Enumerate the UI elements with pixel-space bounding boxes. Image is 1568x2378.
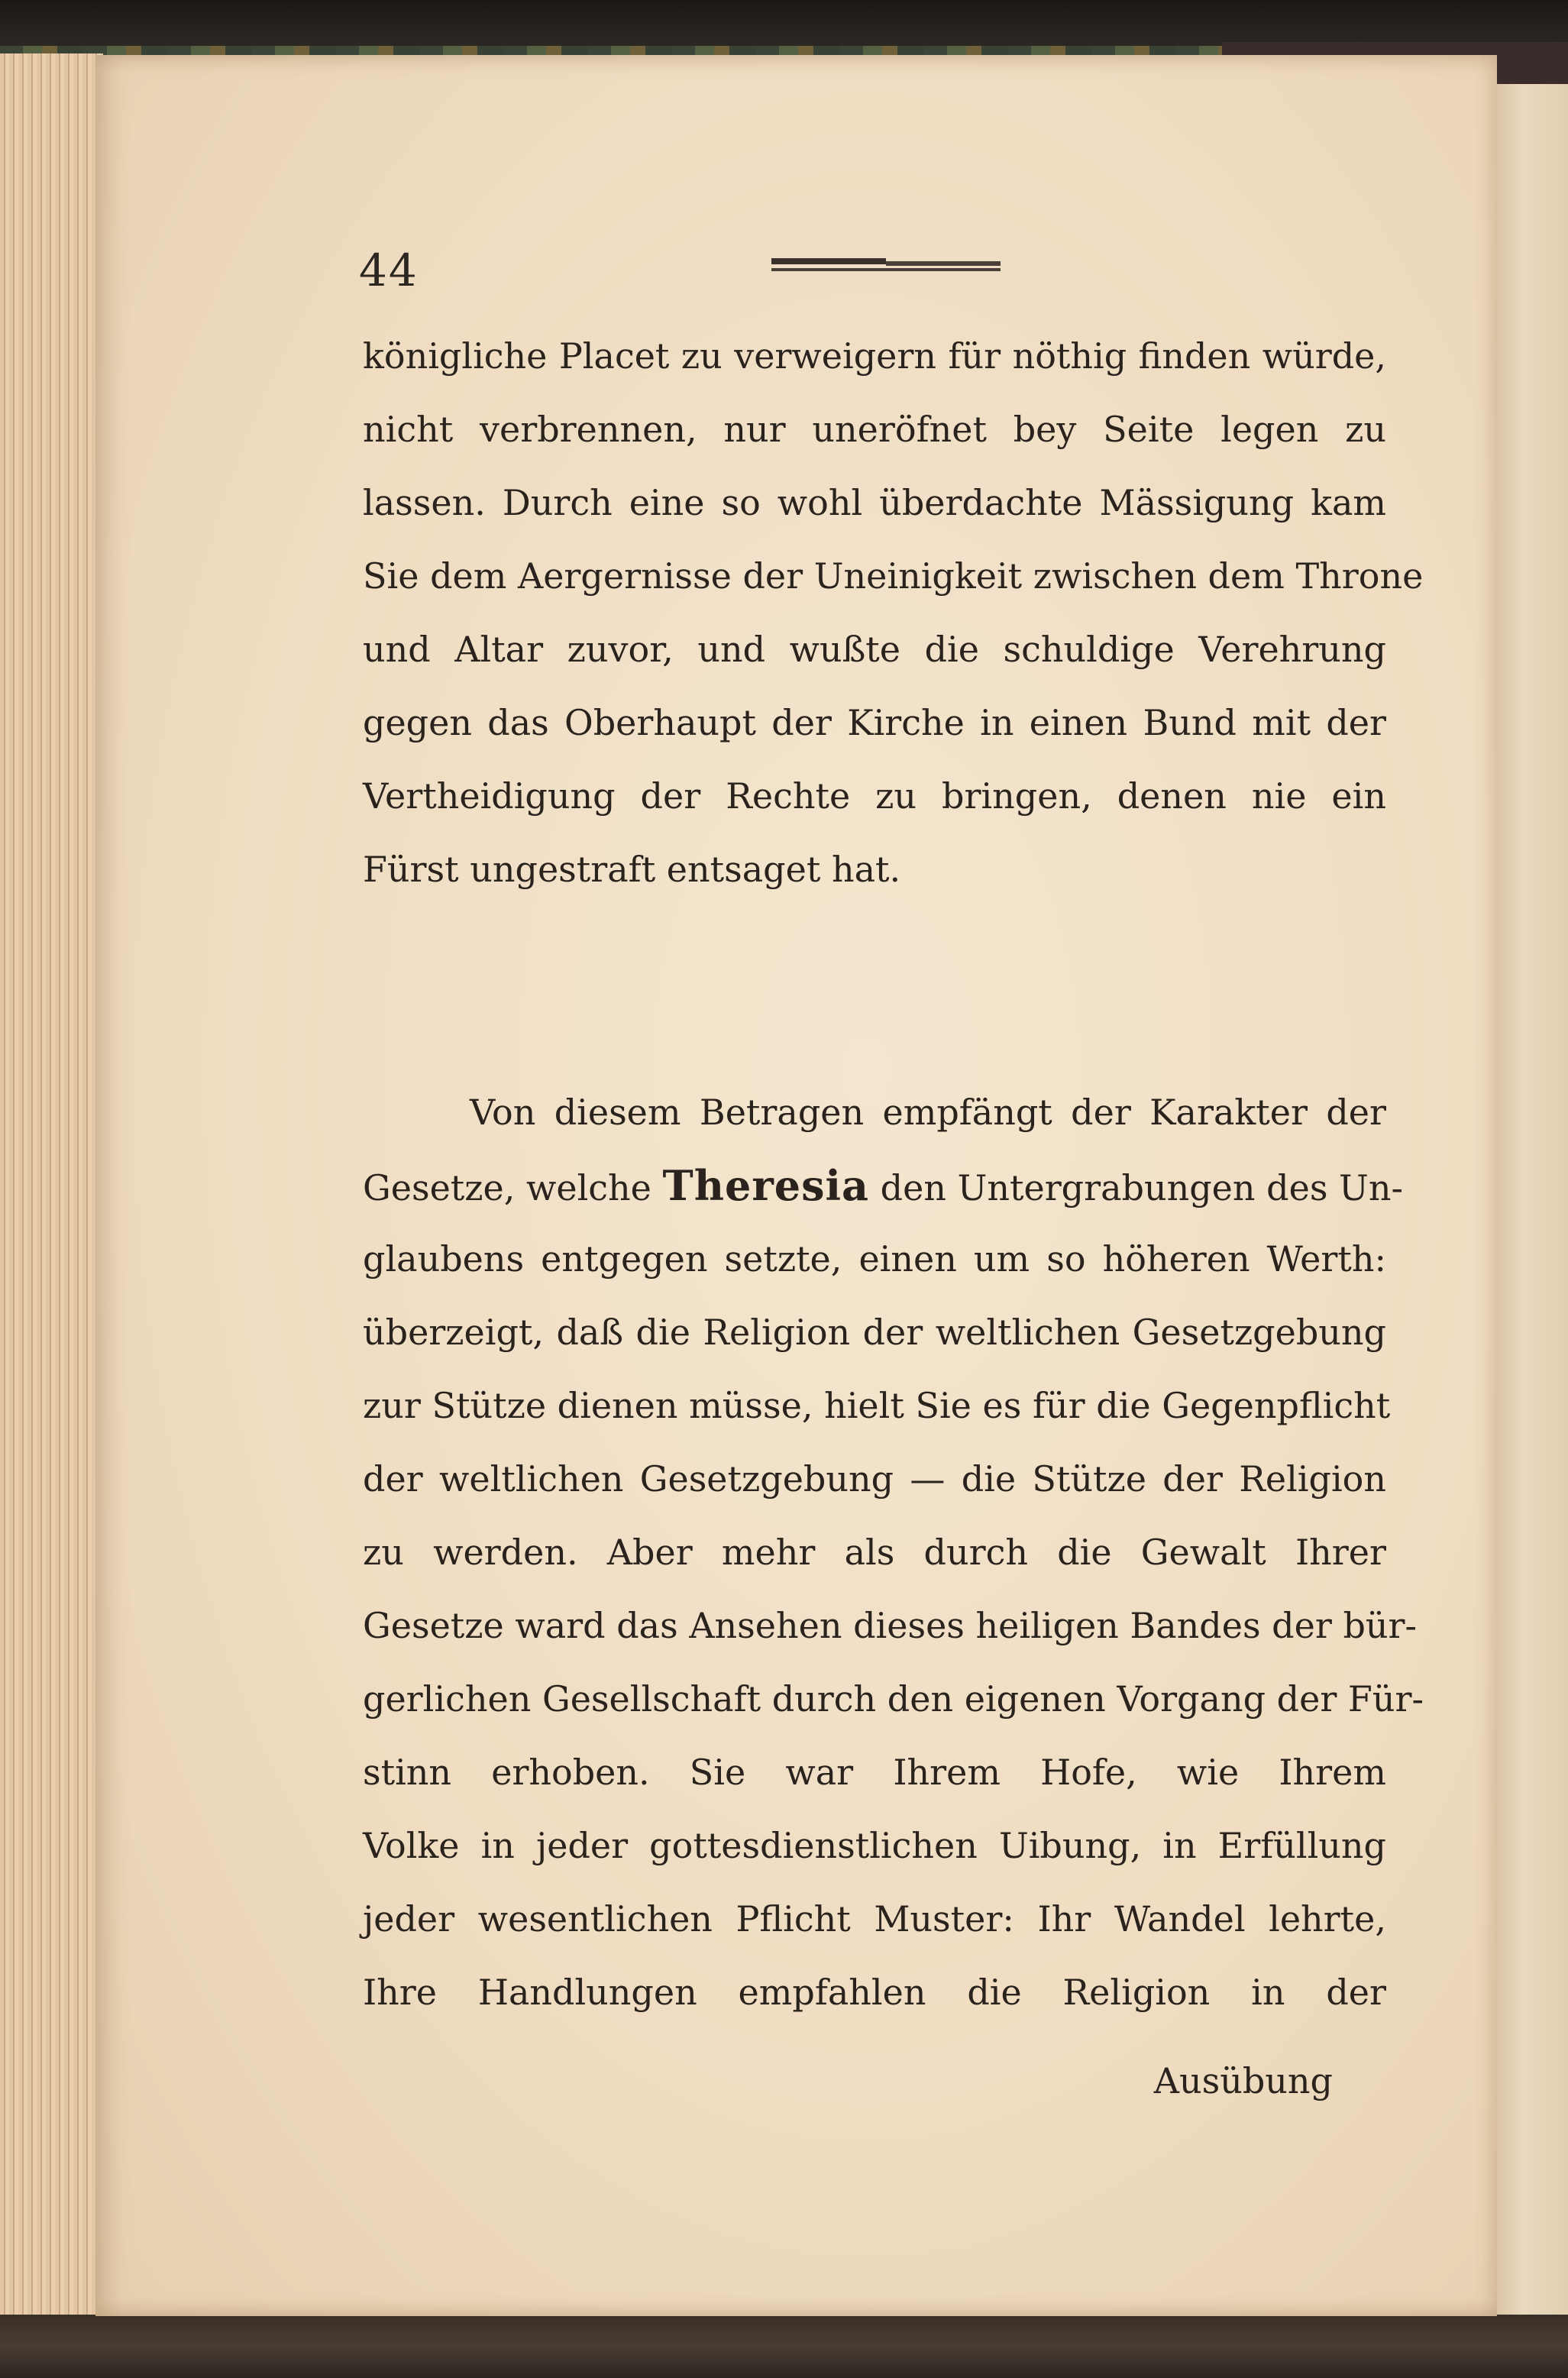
text-line: gegen das Oberhaupt der Kirche in einen Bund mit der — [363, 702, 1386, 743]
text-line: jeder wesentlichen Pflicht Muster: Ihr Wandel lehrte, — [363, 1898, 1386, 1940]
text-line: lassen. Durch eine so wohl überdachte Mässigung kam — [363, 482, 1386, 523]
text-line: zu werden. Aber mehr als durch die Gewalt Ihrer — [363, 1532, 1386, 1573]
text-line: nicht verbrennen, nur uneröfnet bey Seite legen zu — [363, 409, 1386, 450]
text-line: Gesetze ward das Ansehen dieses heiligen Bandes der bür- — [363, 1605, 1418, 1646]
text-line: Ihre Handlungen empfahlen die Religion in der — [363, 1972, 1386, 2013]
text-line: Volke in jeder gottesdienstlichen Uibung, in Erfüllung — [363, 1825, 1386, 1866]
text-line: Fürst ungestraft entsaget hat. — [363, 849, 901, 890]
paragraph-2 — [363, 1076, 1424, 2029]
text-line: und Altar zuvor, und wußte die schuldige Verehrung — [363, 629, 1386, 670]
name-theresia: Theresia — [662, 1161, 870, 1210]
header-ornament — [771, 258, 1001, 275]
text-line: zur Stütze dienen müsse, hielt Sie es für die Gegenpflicht — [363, 1385, 1391, 1426]
text-line: gerlichen Gesellschaft durch den eigenen Vorgang der Für- — [363, 1678, 1424, 1720]
text-line: Von diesem Betragen empfängt der Karakter der — [470, 1092, 1386, 1133]
book-binding-bottom — [0, 2315, 1568, 2378]
text-line: überzeigt, daß die Religion der weltlichen Gesetzgebung — [363, 1312, 1386, 1353]
text-line: der weltlichen Gesetzgebung — die Stütze der Religion — [363, 1458, 1386, 1500]
catchword: Ausübung — [1153, 2060, 1333, 2101]
text-line: Sie dem Aergernisse der Uneinigkeit zwischen dem Throne — [363, 555, 1424, 597]
page-number: 44 — [359, 244, 419, 296]
page-stack-edge — [0, 53, 103, 2326]
text-line: Vertheidigung der Rechte zu bringen, denen nie ein — [363, 775, 1386, 817]
text-line: stinn erhoben. Sie war Ihrem Hofe, wie Ihrem — [363, 1752, 1386, 1793]
text-line: glaubens entgegen setzte, einen um so höheren Werth: — [363, 1238, 1386, 1280]
text-line: königliche Placet zu verweigern für nöthig finden würde, — [363, 335, 1386, 377]
facing-page-edge — [1493, 84, 1568, 2345]
text-line: Gesetze, welche Theresia den Untergrabungen des Un- — [363, 1161, 1403, 1210]
paragraph-1 — [363, 319, 1424, 906]
